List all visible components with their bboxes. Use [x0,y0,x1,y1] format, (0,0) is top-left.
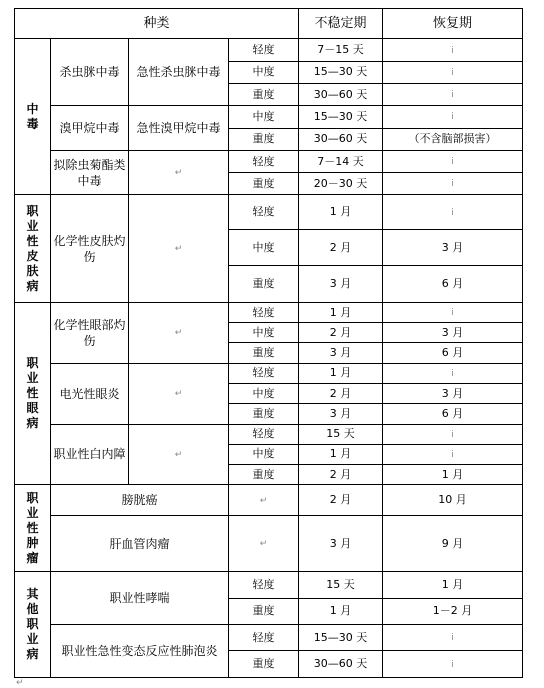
recovery-cell: 1 月 [383,465,523,485]
level-cell: 轻度 [229,195,299,229]
level-cell: 重度 [229,128,299,150]
empty-cell [129,195,229,302]
enter-mark: ↵ [174,244,183,255]
cell-end-mark: ⅰ [451,157,454,168]
cell-end-mark: ⅰ [451,308,454,319]
unstable-cell: 30—60 天 [299,84,383,106]
item-eye-electro: 电光性眼炎 [51,363,129,424]
category-poison: 中毒 [15,39,51,195]
table-row [15,625,523,651]
item-eye-burn: 化学性眼部灼伤 [51,302,129,363]
recovery-cell: 3 月 [383,229,523,265]
cell-end-mark: ⅰ [451,633,454,644]
table-row [15,302,523,322]
recovery-cell [383,61,523,83]
empty-cell [129,363,229,424]
unstable-cell: 3 月 [299,404,383,424]
unstable-cell: 7－14 天 [299,150,383,172]
level-cell: 轻度 [229,150,299,172]
level-cell: 重度 [229,465,299,485]
unstable-cell: 1 月 [299,302,383,322]
item-alveolitis: 职业性急性变态反应性肺泡炎 [51,625,229,678]
enter-mark: ↵ [174,168,183,179]
unstable-cell: 7－15 天 [299,39,383,61]
unstable-cell: 2 月 [299,465,383,485]
cell-end-mark: ⅰ [451,429,454,440]
recovery-cell [383,651,523,678]
unstable-cell: 15 天 [299,572,383,598]
item-nichu: 拟除虫菊酯类中毒 [51,150,129,195]
category-tumor: 职业性肿瘤 [15,485,51,572]
cell-end-mark: ⅰ [451,45,454,56]
recovery-cell: 6 月 [383,266,523,302]
recovery-cell: 1－2 月 [383,598,523,624]
enter-mark: ↵ [174,328,183,339]
recovery-cell [383,84,523,106]
recovery-cell: 9 月 [383,515,523,572]
table-row [15,424,523,444]
level-cell: 重度 [229,266,299,302]
cell-end-mark: ⅰ [451,179,454,190]
level-cell: 重度 [229,84,299,106]
cell-end-mark: ⅰ [451,449,454,460]
unstable-cell: 20－30 天 [299,173,383,195]
recovery-cell [383,150,523,172]
unstable-cell: 15—30 天 [299,625,383,651]
enter-mark: ↵ [259,495,268,506]
empty-cell [129,424,229,485]
recovery-cell [383,173,523,195]
level-cell: 中度 [229,383,299,403]
level-cell: 轻度 [229,363,299,383]
unstable-cell: 2 月 [299,323,383,343]
enter-mark: ↵ [259,539,268,550]
recovery-cell [383,39,523,61]
item-bladder: 膀胱癌 [51,485,229,515]
item-shachong: 杀虫脒中毒 [51,39,129,106]
recovery-cell: （不含脑部损害） [383,128,523,150]
level-cell: 中度 [229,444,299,464]
level-cell: 重度 [229,404,299,424]
cell-end-mark: ⅰ [451,112,454,123]
unstable-cell: 15—30 天 [299,61,383,83]
item-liver: 肝血管肉瘤 [51,515,229,572]
category-other: 其他职业病 [15,572,51,678]
unstable-cell: 1 月 [299,363,383,383]
recovery-cell [383,302,523,322]
unstable-cell: 2 月 [299,229,383,265]
unstable-cell: 3 月 [299,515,383,572]
unstable-cell: 2 月 [299,485,383,515]
table-row [15,485,523,515]
level-cell: 轻度 [229,424,299,444]
recovery-cell: 10 月 [383,485,523,515]
level-cell: 中度 [229,61,299,83]
recovery-cell: 3 月 [383,323,523,343]
recovery-cell [383,625,523,651]
cell-end-mark: ⅰ [451,207,454,218]
recovery-cell [383,424,523,444]
recovery-cell: 6 月 [383,404,523,424]
level-cell: 中度 [229,323,299,343]
level-cell: 重度 [229,173,299,195]
recovery-cell [383,195,523,229]
recovery-period-table [14,8,523,678]
unstable-cell: 30—60 天 [299,651,383,678]
cell-end-mark: ⅰ [451,90,454,101]
item-asthma: 职业性哮喘 [51,572,229,625]
table-row [15,572,523,598]
item-shachong-acute: 急性杀虫脒中毒 [129,39,229,106]
empty-cell [129,150,229,195]
item-xiu-acute: 急性溴甲烷中毒 [129,106,229,151]
table-row [15,39,523,61]
enter-mark: ↵ [174,389,183,400]
unstable-cell: 15—30 天 [299,106,383,128]
enter-mark: ↵ [174,449,183,460]
recovery-cell: 1 月 [383,572,523,598]
unstable-cell: 1 月 [299,598,383,624]
category-skin: 职业性皮肤病 [15,195,51,302]
level-cell: 中度 [229,106,299,128]
recovery-cell: 3 月 [383,383,523,403]
level-cell: 重度 [229,343,299,363]
empty-cell [129,302,229,363]
empty-cell [229,485,299,515]
item-xiu: 溴甲烷中毒 [51,106,129,151]
level-cell: 中度 [229,229,299,265]
recovery-cell: 6 月 [383,343,523,363]
item-skin-burn: 化学性皮肤灼伤 [51,195,129,302]
header-unstable: 不稳定期 [299,9,383,39]
table-row [15,195,523,229]
unstable-cell: 3 月 [299,266,383,302]
header-kind: 种类 [15,9,299,39]
level-cell: 轻度 [229,572,299,598]
table-row [15,150,523,172]
category-eye: 职业性眼病 [15,302,51,484]
level-cell: 轻度 [229,625,299,651]
cell-end-mark: ⅰ [451,368,454,379]
header-recovery: 恢复期 [383,9,523,39]
item-cataract: 职业性白内障 [51,424,129,485]
table-row [15,106,523,128]
cell-end-mark: ⅰ [451,67,454,78]
unstable-cell: 3 月 [299,343,383,363]
unstable-cell: 2 月 [299,383,383,403]
unstable-cell: 30—60 天 [299,128,383,150]
empty-cell [229,515,299,572]
cell-end-mark: ⅰ [451,659,454,670]
header-row [15,9,523,39]
level-cell: 轻度 [229,39,299,61]
recovery-cell [383,444,523,464]
level-cell: 重度 [229,651,299,678]
paragraph-mark: ↵ [16,678,24,688]
recovery-cell [383,363,523,383]
level-cell: 重度 [229,598,299,624]
unstable-cell: 1 月 [299,195,383,229]
table-row [15,363,523,383]
level-cell: 轻度 [229,302,299,322]
unstable-cell: 1 月 [299,444,383,464]
table-row [15,515,523,572]
recovery-cell [383,106,523,128]
unstable-cell: 15 天 [299,424,383,444]
